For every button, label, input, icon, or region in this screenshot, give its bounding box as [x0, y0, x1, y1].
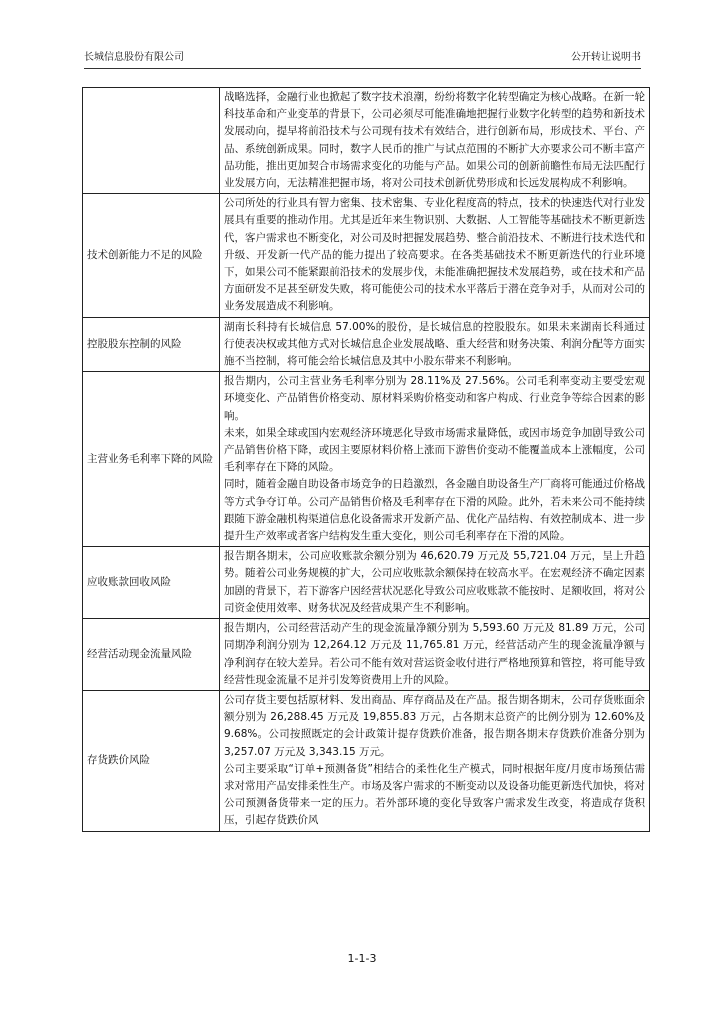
risk-name: 经营活动现金流量风险 — [83, 619, 220, 691]
risk-name: 控股股东控制的风险 — [83, 317, 220, 372]
company-name: 长城信息股份有限公司 — [84, 52, 184, 63]
risk-paragraph: 湖南长科持有长城信息 57.00%的股份，是长城信息的控股股东。如果未来湖南长科通过行使表决权或其他方式对长城信息企业发展战略、重大经营和财务决策、利润分配等方面实施不当控制，将可能会给长城信息及其中小股东带来不利影响。 — [224, 320, 645, 368]
risk-description — [220, 372, 650, 547]
risk-paragraph: 同时，随着金融自助设备市场竞争的日趋激烈，各金融自助设备生产厂商将可能通过价格战等方式争夺订单。公司产品销售价格及毛利率存在下滑的风险。此外，若未来公司不能持续跟随下游金融机构渠道信息化设备需求开发新产品、优化产品结构、有效控制成本、进一步提升生产效率或者客户结构发生重大变化，则公司毛利率存在下滑的风险。 — [224, 478, 645, 543]
page-header — [84, 52, 641, 69]
risk-name: 技术创新能力不足的风险 — [83, 194, 220, 317]
risk-description — [220, 88, 650, 194]
risk-description — [220, 194, 650, 317]
table-row — [83, 88, 650, 194]
table-row — [83, 194, 650, 317]
risk-name: 主营业务毛利率下降的风险 — [83, 372, 220, 547]
risk-name — [83, 88, 220, 194]
risk-description — [220, 690, 650, 831]
table-row — [83, 690, 650, 831]
risk-paragraph: 报告期各期末，公司应收账款余额分别为 46,620.79 万元及 55,721.04 万元，呈上升趋势。随着公司业务规模的扩大，公司应收账款余额保持在较高水平。在宏观经济不确定因素加剧的背景下，若下游客户因经营状况恶化导致公司应收账款不能按时、足额收回，将对公司资金使用效率、财务状况及经营成果产生不利影响。 — [224, 550, 645, 614]
risk-name: 存货跌价风险 — [83, 690, 220, 831]
table-row — [83, 547, 650, 619]
risk-description — [220, 317, 650, 372]
risk-paragraph: 公司主要采取“订单+预测备货”相结合的柔性化生产模式，同时根据年度/月度市场预估需求对常用产品安排柔性生产。市场及客户需求的不断变动以及设备功能更新迭代加快，将对公司预测备货带来一定的压力。若外部环境的变化导致客户需求发生改变，将造成存货积压，引起存货跌价风 — [224, 762, 645, 827]
risk-paragraph: 未来，如果全球或国内宏观经济环境恶化导致市场需求量降低，或因市场竞争加剧导致公司产品销售价格下降，或因主要原材料价格上涨而下游售价变动不能覆盖成本上涨幅度，公司毛利率存在下降的风险。 — [224, 426, 645, 474]
risk-paragraph: 公司所处的行业具有智力密集、技术密集、专业化程度高的特点，技术的快速迭代对行业发展具有重要的推动作用。尤其是近年来生物识别、大数据、人工智能等基础技术不断更新迭代，客户需求也不断变化，对公司及时把握发展趋势、整合前沿技术、不断进行技术迭代和升级、开发新一代产品的能力提出了较高要求。在各类基础技术不断更新迭代的行业环境下，如果公司不能紧跟前沿技术的发展步伐，未能准确把握技术发展趋势，或在技术和产品方面研发不足甚至研发失败，将可能使公司的技术水平落后于潜在竞争对手，从而对公司的业务发展造成不利影响。 — [224, 197, 645, 313]
risk-paragraph: 战略选择，金融行业也掀起了数字技术浪潮，纷纷将数字化转型确定为核心战略。在新一轮科技革命和产业变革的背景下，公司必须尽可能准确地把握行业数字化转型的趋势和新技术发展动向，提早将前沿技术与公司现有技术有效结合，进行创新布局，形成技术、平台、产品、系统创新成果。同时，数字人民币的推广与试点范围的不断扩大亦要求公司不断丰富产品功能，推出更加契合市场需求变化的功能与产品。如果公司的创新前瞻性布局无法匹配行业发展方向，无法精准把握市场，将对公司技术创新优势形成和长远发展构成不利影响。 — [224, 91, 645, 190]
table-row — [83, 372, 650, 547]
risk-description — [220, 619, 650, 691]
risk-paragraph: 公司存货主要包括原材料、发出商品、库存商品及在产品。报告期各期末，公司存货账面余额分别为 26,288.45 万元及 19,855.83 万元，占各期末总资产的比例分别为 12.60%及 9.68%。公司按照既定的会计政策计提存货跌价准备，报告期各期末存货跌价准备分别为 3,257.07 万元及 3,343.15 万元。 — [224, 693, 645, 758]
risk-name: 应收账款回收风险 — [83, 547, 220, 619]
risk-description — [220, 547, 650, 619]
table-row — [83, 317, 650, 372]
risk-table — [82, 87, 650, 832]
table-row — [83, 619, 650, 691]
page-number: 1-1-3 — [347, 952, 377, 965]
document-title: 公开转让说明书 — [571, 52, 641, 63]
risk-paragraph: 报告期内，公司经营活动产生的现金流量净额分别为 5,593.60 万元及 81.89 万元，公司同期净利润分别为 12,264.12 万元及 11,765.81 万元，经营活动产生的现金流量净额与净利润存在较大差异。若公司不能有效对营运资金收付进行严格地预算和管控，将可能导致经营性现金流量不足并引发筹资费用上升的风险。 — [224, 622, 645, 686]
risk-paragraph: 报告期内，公司主营业务毛利率分别为 28.11%及 27.56%。公司毛利率变动主要受宏观环境变化、产品销售价格变动、原材料采购价格变动和客户构成、行业竞争等综合因素的影响。 — [224, 375, 645, 422]
